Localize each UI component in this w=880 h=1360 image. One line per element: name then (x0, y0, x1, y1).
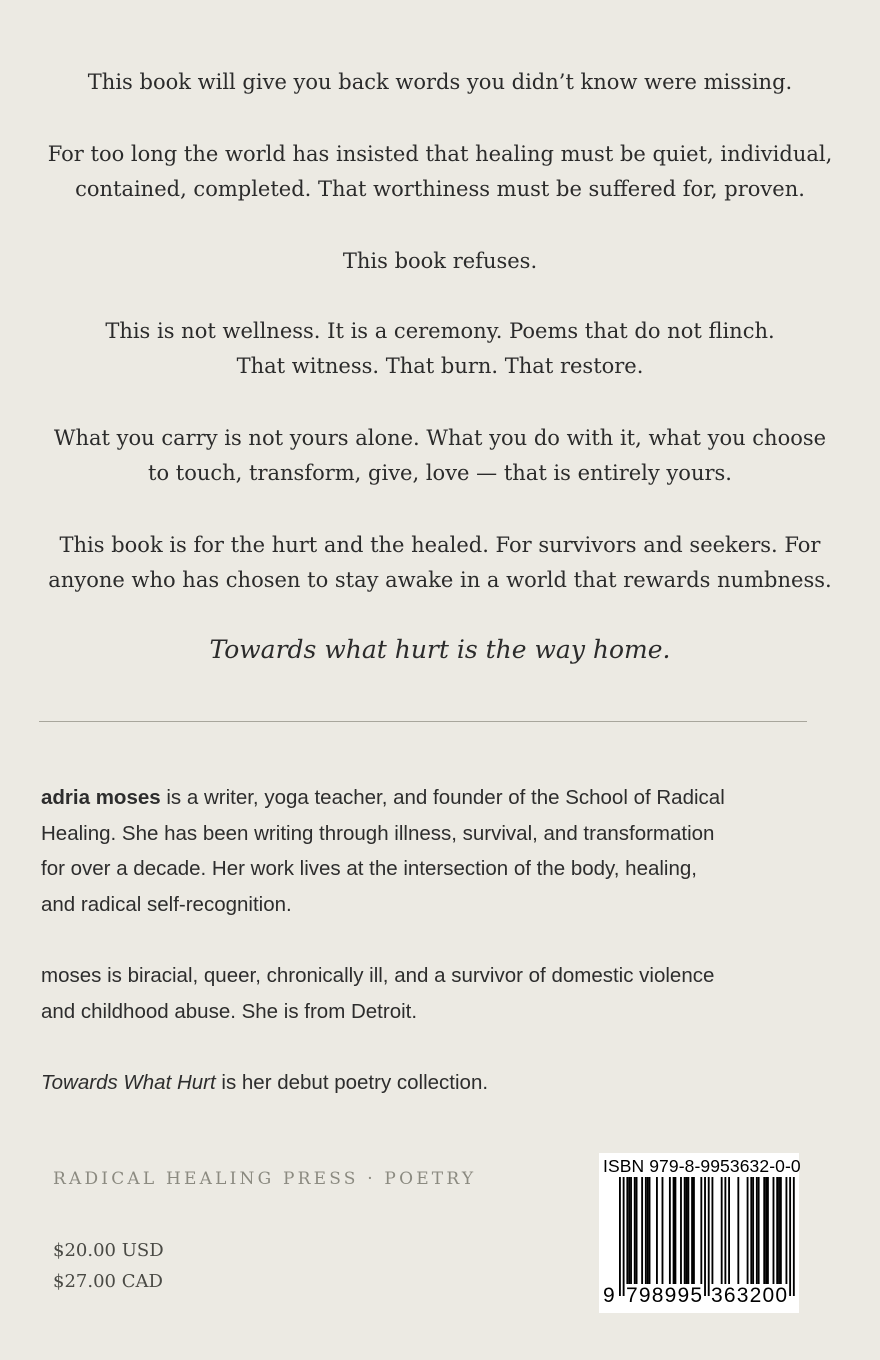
blurb-paragraph-5 (0, 421, 880, 491)
barcode-bar (691, 1177, 693, 1284)
barcode-bar (747, 1177, 749, 1284)
barcode-bar (634, 1177, 636, 1284)
barcode-bar (684, 1177, 686, 1284)
blurb-paragraph-2 (0, 137, 880, 207)
price-cad: $27.00 CAD (53, 1271, 163, 1292)
blurb-line: to touch, transform, give, love — that is entirely yours. (148, 461, 732, 485)
barcode-bar (693, 1177, 695, 1284)
barcode-bar (636, 1177, 638, 1284)
blurb-line: That witness. That burn. That restore. (236, 354, 644, 378)
bio-line: moses is biracial, queer, chronically ill, and a survivor of domestic violence (41, 964, 715, 987)
barcode-guard-bar (789, 1177, 791, 1296)
barcode-guard-bar (623, 1177, 625, 1296)
barcode-bar (776, 1177, 778, 1284)
barcode-bar (686, 1177, 688, 1284)
blurb-paragraph-3 (0, 244, 880, 279)
barcode-bar (778, 1177, 780, 1284)
blurb-paragraph-1 (0, 65, 880, 100)
barcode-bar (767, 1177, 769, 1284)
barcode-bar (656, 1177, 658, 1284)
barcode-bar (724, 1177, 726, 1284)
isbn-barcode (599, 1153, 799, 1313)
barcode-bar (628, 1177, 630, 1284)
bio-line: for over a decade. Her work lives at the intersection of the body, healing, (41, 857, 697, 880)
barcode-guard-bar (619, 1177, 621, 1296)
bio-line (41, 1065, 821, 1101)
blurb-line: This book will give you back words you didn’t know were missing. (87, 70, 793, 94)
barcode-guard-bar (793, 1177, 795, 1296)
barcode-bar (763, 1177, 765, 1284)
barcode-bar (758, 1177, 760, 1284)
blurb-paragraph-4 (0, 314, 880, 384)
blurb-line: This book is for the hurt and the healed. For survivors and seekers. For (59, 533, 821, 557)
blurb-line: For too long the world has insisted that healing must be quiet, individual, (47, 142, 833, 166)
author-bio-paragraph-1 (41, 780, 821, 922)
barcode-guard-bar (704, 1177, 706, 1296)
barcode-bar (680, 1177, 682, 1284)
author-bio-paragraph-3 (41, 1065, 821, 1101)
barcode-bar (649, 1177, 651, 1284)
bio-line: Healing. She has been writing through illness, survival, and transformation (41, 821, 715, 845)
barcode-bar (669, 1177, 671, 1284)
barcode-bar (756, 1177, 758, 1284)
bio-text: is her debut poetry collection. (215, 1071, 489, 1094)
section-divider (39, 721, 807, 722)
barcode-bar (752, 1177, 754, 1284)
bio-line: and childhood abuse. She is from Detroit. (41, 999, 418, 1023)
author-bio-paragraph-2 (41, 958, 821, 1029)
author-name: adria moses (41, 786, 161, 809)
barcode-bar (765, 1177, 767, 1284)
barcode-left-digits: 798995 (626, 1284, 704, 1307)
blurb-line: What you carry is not yours alone. What you do with it, what you choose (53, 426, 827, 450)
bio-line: and radical self-recognition. (41, 892, 292, 916)
barcode-bar (673, 1177, 675, 1284)
barcode-guard-bar (708, 1177, 710, 1296)
barcode-bar (721, 1177, 723, 1284)
barcode-bar (626, 1177, 628, 1284)
bio-line (41, 780, 821, 816)
barcode-right-digits: 363200 (711, 1284, 789, 1307)
barcode-bar (675, 1177, 677, 1284)
tagline: Towards what hurt is the way home. (209, 635, 671, 664)
blurb-line: contained, completed. That worthiness must be suffered for, proven. (75, 177, 805, 201)
blurb-line: This is not wellness. It is a ceremony. Poems that do not flinch. (105, 319, 775, 343)
barcode-bar (786, 1177, 788, 1284)
blurb-paragraph-6 (0, 528, 880, 598)
blurb-line: This book refuses. (342, 249, 538, 273)
barcode-first-digit: 9 (603, 1284, 615, 1307)
barcode-bar (645, 1177, 647, 1284)
barcode-bar (687, 1177, 689, 1284)
price-usd: $20.00 USD (53, 1240, 164, 1261)
barcode-bar (773, 1177, 775, 1284)
imprint-label: RADICAL HEALING PRESS · POETRY (53, 1169, 477, 1189)
barcode-bar (728, 1177, 730, 1284)
bio-text: is a writer, yoga teacher, and founder of the School of Radical (160, 786, 725, 809)
barcode-bar (641, 1177, 643, 1284)
barcode-bar (737, 1177, 739, 1284)
barcode-bar (780, 1177, 782, 1284)
blurb-line: anyone who has chosen to stay awake in a world that rewards numbness. (48, 568, 832, 592)
barcode-bar (662, 1177, 664, 1284)
barcode-bar (630, 1177, 632, 1284)
barcode-bar (700, 1177, 702, 1284)
isbn-label: ISBN 979-8-9953632-0-0 (603, 1156, 801, 1176)
book-title: Towards What Hurt (41, 1071, 216, 1094)
barcode-bar (712, 1177, 714, 1284)
barcode-bar (647, 1177, 649, 1284)
barcode-bar (750, 1177, 752, 1284)
